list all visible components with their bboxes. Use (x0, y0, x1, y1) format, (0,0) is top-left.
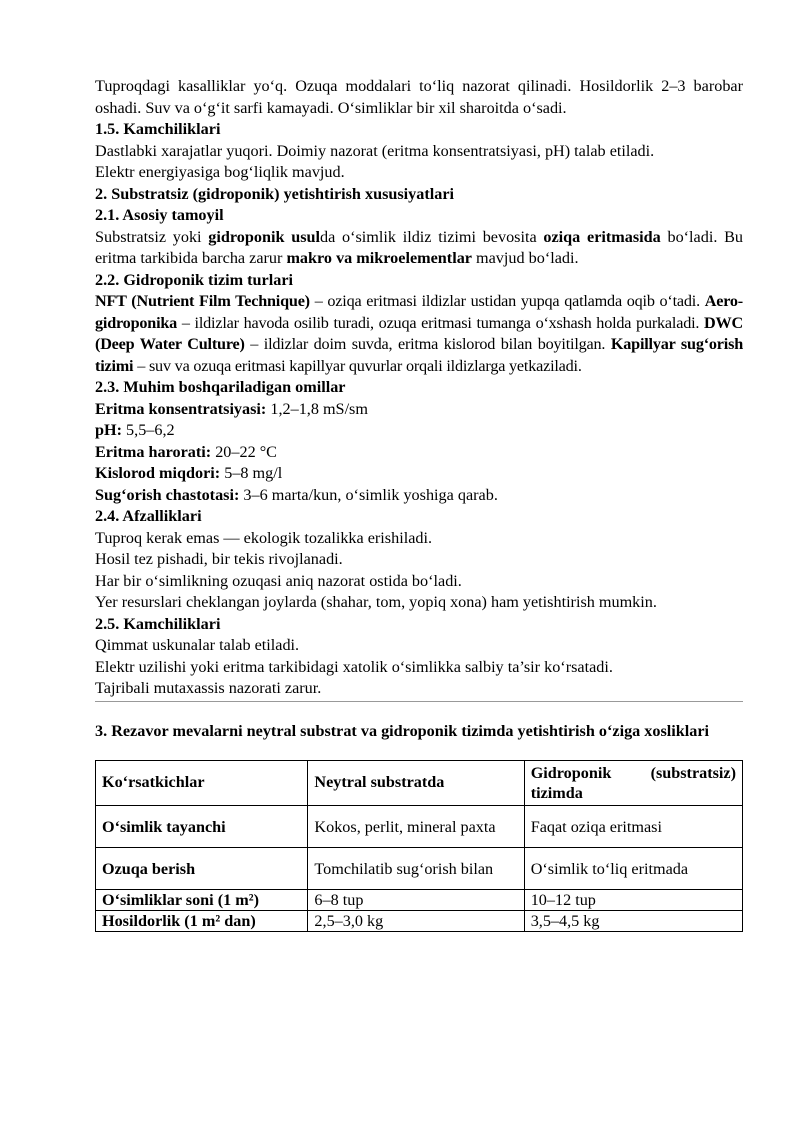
factor-value: 3–6 marta/kun, o‘simlik yoshiga qarab. (239, 485, 498, 504)
text-run: – ildizlar doim suvda, eritma kislorod bilan boyitilgan. (244, 335, 611, 353)
text-run: bo‘ladi. Bu eritma tarkibida barcha zarur (95, 227, 744, 267)
factor-label: Kislorod miqdori: (95, 464, 221, 482)
comparison-table (95, 760, 743, 932)
bold-term: makro va mikroelementlar (286, 249, 472, 267)
bold-term: Aero-gidroponika (95, 292, 743, 332)
section-2-heading: 2. Substratsiz (gidroponik) yetishtirish xususiyatlari (95, 184, 455, 203)
section-2-2-heading: 2.2. Gidroponik tizim turlari (95, 270, 294, 289)
cell-text: Tomchilatib sug‘orish bilan (314, 859, 494, 878)
text-run: – suv va ozuqa eritmasi kapillyar quvurlar orqali ildizlarga yetkaziladi. (133, 356, 582, 375)
section-1-5-paragraph-2: Elektr energiyasiga bog‘liqlik mavjud. (95, 163, 345, 181)
header-cell: Neytral substratda (308, 761, 524, 806)
bold-term: oziqa eritmasida (543, 227, 661, 246)
section-3-heading: 3. Rezavor mevalarni neytral substrat va gidroponik tizimda yetishtirish o‘ziga xosliklari (95, 721, 710, 740)
section-2-5-heading: 2.5. Kamchiliklari (95, 614, 221, 633)
row-label: O‘simliklar soni (1 m²) (96, 890, 308, 911)
drawback-item: Qimmat uskunalar talab etiladi. (95, 636, 300, 654)
section-1-5-heading: 1.5. Kamchiliklari (95, 120, 221, 138)
table-cell: Faqat oziqa eritmasi (524, 806, 742, 848)
table-cell: 6–8 tup (308, 890, 524, 911)
header-cell-text: Gidroponik (substratsiz) tizimda (530, 764, 736, 802)
table-cell: 2,5–3,0 kg (308, 911, 524, 932)
bold-term: DWC (Deep Water Culture) (95, 313, 743, 353)
advantage-item: Hosil tez pishadi, bir tekis rivojlanadi. (95, 550, 343, 568)
bold-term: gidroponik usul (208, 227, 321, 246)
section-2-1-heading: 2.1. Asosiy tamoyil (95, 206, 224, 224)
advantage-item: Yer resurslari cheklangan joylarda (shahar, tom, yopiq xona) ham yetishtirish mumkin. (95, 593, 657, 611)
table-row (96, 911, 743, 932)
intro-paragraph: Tuproqdagi kasalliklar yo‘q. Ozuqa moddalari to‘liq nazorat qilinadi. Hosildorlik 2–3 barobar oshadi. Suv va o‘g‘it sarfi kamayadi. O‘simliklar bir xil sharoitda o‘sadi. (95, 77, 743, 117)
factor-label: Eritma harorati: (95, 442, 212, 461)
cell-text: Kokos, perlit, mineral paxta (314, 817, 496, 836)
factor-label: Eritma konsentratsiyasi: (95, 399, 267, 418)
factor-item (95, 463, 743, 485)
factor-label: Sug‘orish chastotasi: (95, 485, 240, 504)
drawback-item: Tajribali mutaxassis nazorati zarur. (95, 679, 322, 697)
factor-item (95, 399, 743, 421)
factor-value: 5,5–6,2 (122, 421, 175, 439)
document-page (95, 76, 743, 932)
header-cell (524, 761, 742, 806)
bold-term: NFT (Nutrient Film Technique) (95, 292, 310, 310)
section-2-4-heading: 2.4. Afzalliklari (95, 507, 202, 525)
factor-item (95, 442, 743, 464)
section-2-1-paragraph (95, 227, 743, 270)
table-row (96, 848, 743, 890)
row-label: O‘simlik tayanchi (96, 806, 308, 848)
drawback-item: Elektr uzilishi yoki eritma tarkibidagi xatolik o‘simlikka salbiy ta’sir ko‘rsatadi. (95, 657, 613, 676)
factor-item (95, 420, 743, 442)
advantage-item: Tuproq kerak emas — ekologik tozalikka erishiladi. (95, 528, 433, 547)
factor-item (95, 485, 743, 507)
header-cell: Ko‘rsatkichlar (96, 761, 308, 806)
table-cell (308, 848, 524, 890)
table-row (96, 890, 743, 911)
text-run: da o‘simlik ildiz tizimi bevosita (320, 227, 544, 246)
text-run: – ildizlar havoda osilib turadi, ozuqa eritmasi tumanga o‘xshash holda purkaladi. (177, 313, 705, 332)
table-header-row (96, 761, 743, 806)
table-cell: 10–12 tup (524, 890, 742, 911)
table-cell: 3,5–4,5 kg (524, 911, 742, 932)
section-2-2-paragraph (95, 291, 743, 377)
factor-value: 5–8 mg/l (220, 464, 283, 482)
table-row (96, 806, 743, 848)
advantage-item: Har bir o‘simlikning ozuqasi aniq nazorat ostida bo‘ladi. (95, 571, 462, 590)
text-run: mavjud bo‘ladi. (471, 249, 579, 267)
row-label: Hosildorlik (1 m² dan) (96, 911, 308, 932)
section-2-3-heading: 2.3. Muhim boshqariladigan omillar (95, 378, 346, 396)
factor-value: 1,2–1,8 mS/sm (266, 399, 368, 418)
text-run: Substratsiz yoki (95, 227, 209, 246)
table-cell: O‘simlik to‘liq eritmada (524, 848, 742, 890)
horizontal-rule (95, 701, 743, 702)
section-1-5-paragraph-1: Dastlabki xarajatlar yuqori. Doimiy nazorat (eritma konsentratsiyasi, pH) talab etiladi. (95, 141, 655, 160)
text-run: – oziqa eritmasi ildizlar ustidan yupqa qatlamda oqib o‘tadi. (309, 292, 705, 310)
row-label: Ozuqa berish (96, 848, 308, 890)
bold-term: Kapillyar sug‘orish tizimi (95, 335, 743, 375)
table-cell (308, 806, 524, 848)
factor-label: pH: (95, 421, 122, 439)
factor-value: 20–22 °C (211, 442, 277, 461)
